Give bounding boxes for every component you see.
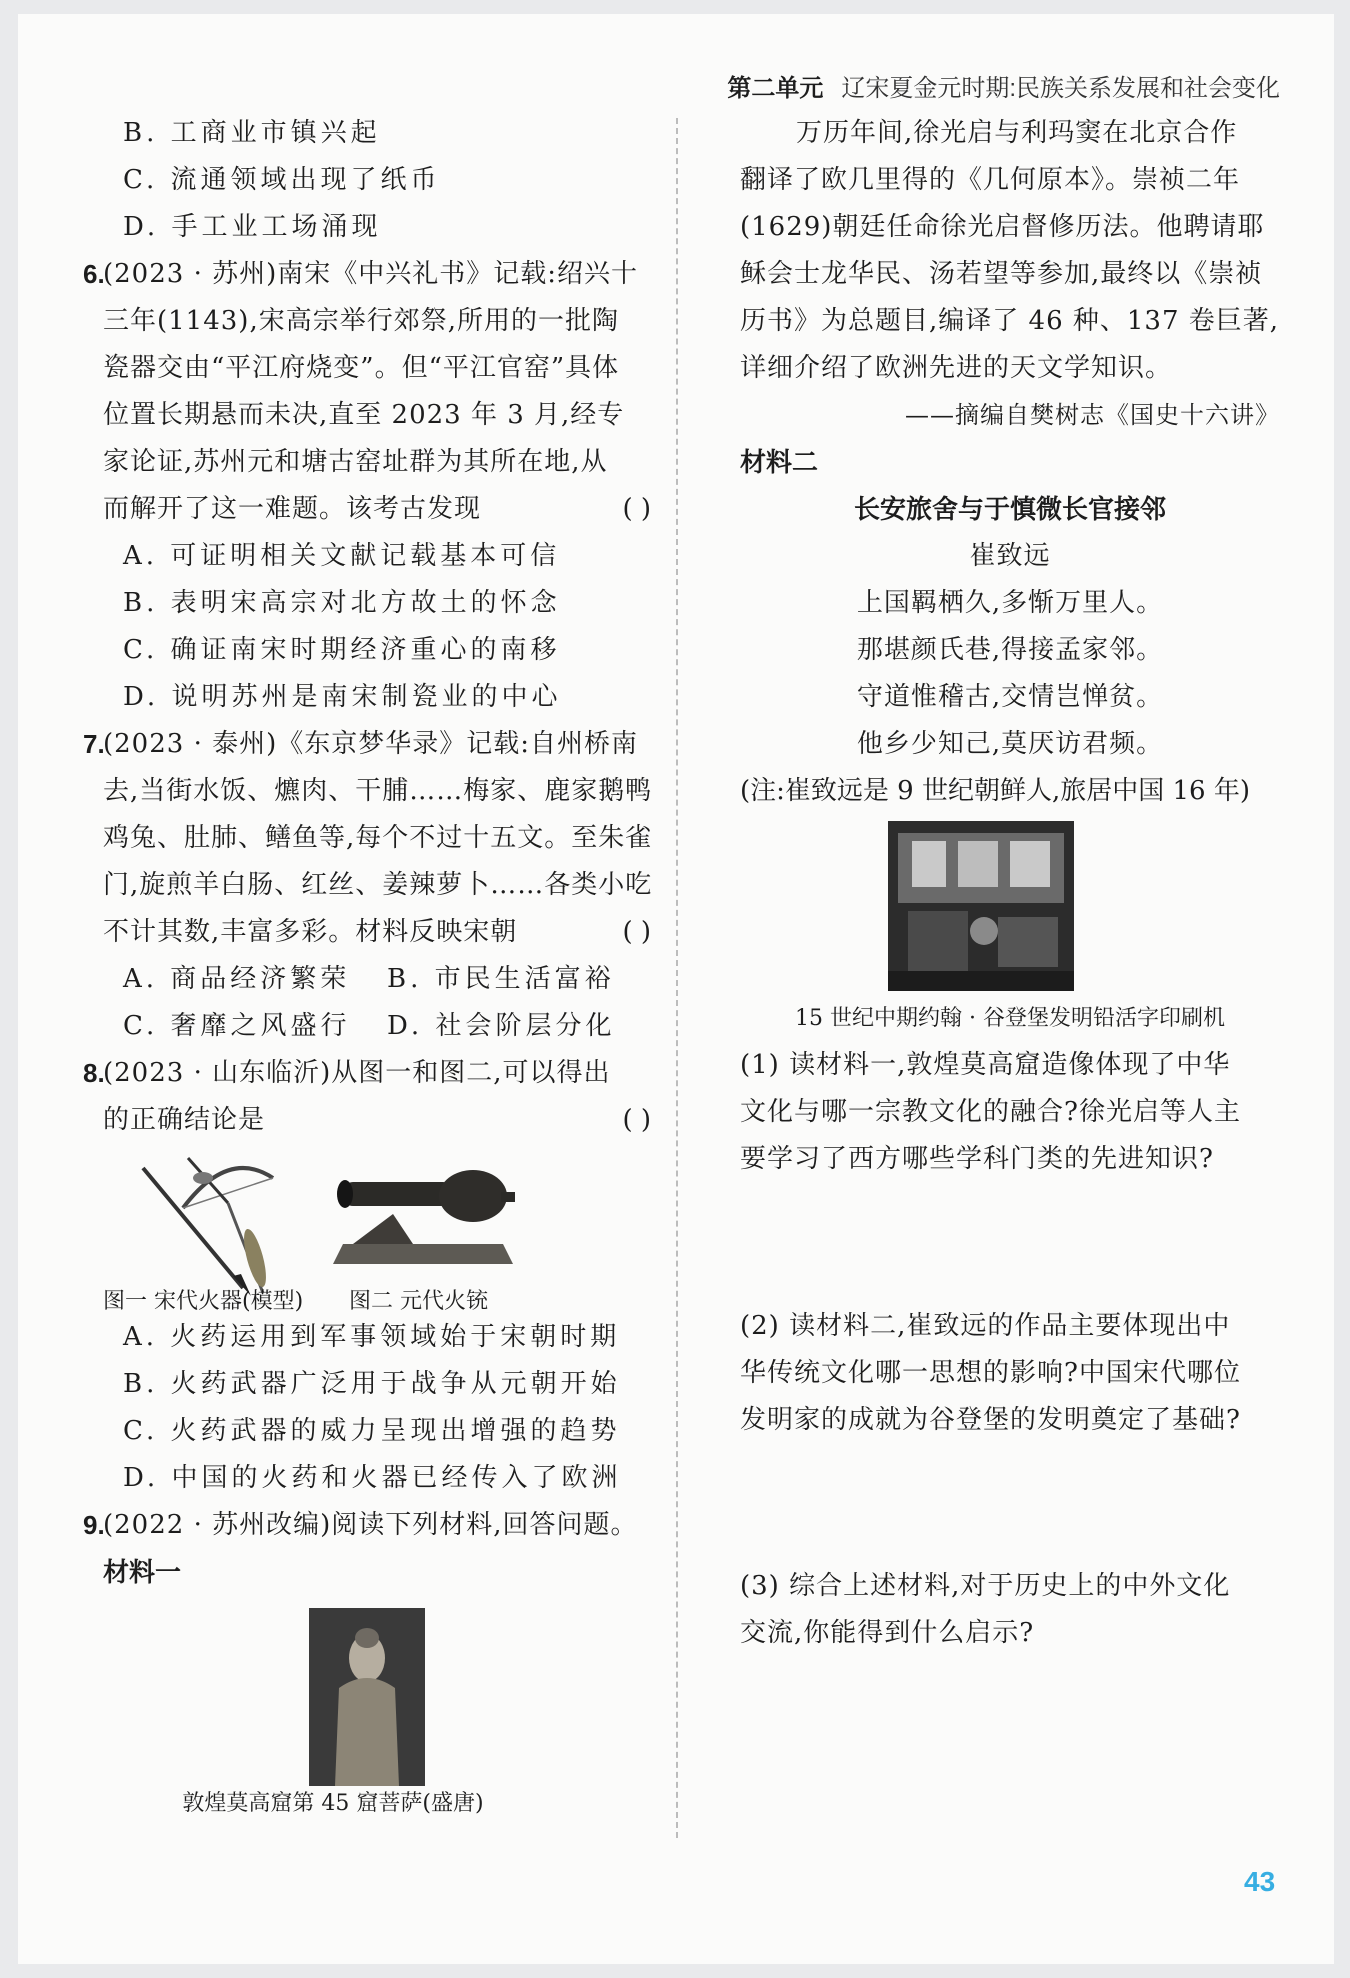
material-1-text: 历书》为总题目,编译了 46 种、137 卷巨著,	[740, 306, 1280, 336]
poem-title: 长安旅舍与于慎微长官接邻	[853, 494, 1166, 524]
sub-question-1: 文化与哪一宗教文化的融合?徐光启等人主	[740, 1097, 1241, 1127]
question-7-line: 7. (2023 · 泰州)《东京梦华录》记载:自州桥南	[103, 721, 651, 768]
bodhisattva-image	[309, 1608, 425, 1786]
bodhisattva-caption: 敦煌莫高窟第 45 窟菩萨(盛唐)	[182, 1791, 484, 1816]
option[interactable]: C. 流通领域出现了纸币	[123, 165, 441, 195]
material-1-text: 稣会士龙华民、汤若望等参加,最终以《崇祯	[740, 259, 1263, 289]
question-6-line: 三年(1143),宋高宗举行郊祭,所用的一批陶	[103, 306, 619, 336]
option[interactable]: C. 火药武器的威力呈现出增强的趋势	[123, 1416, 621, 1446]
material-1-text: 万历年间,徐光启与利玛窦在北京合作	[796, 118, 1238, 148]
material-1-text: 详细介绍了欧洲先进的天文学知识。	[740, 353, 1173, 383]
unit-label: 第二单元	[727, 75, 824, 102]
source-citation: ——摘编自樊树志《国史十六讲》	[905, 401, 1280, 429]
answer-bracket[interactable]: ( )	[622, 494, 651, 524]
yuan-cannon-image	[323, 1164, 523, 1284]
question-6-line: 瓷器交由“平江府烧变”。但“平江官窑”具体	[103, 353, 620, 383]
answer-space-3[interactable]	[740, 1657, 1280, 1857]
option[interactable]: C. 奢靡之风盛行	[123, 1011, 351, 1041]
option-row	[103, 956, 651, 1003]
question-8-line: 的正确结论是 ( )	[103, 1097, 651, 1144]
option[interactable]: A. 火药运用到军事领域始于宋朝时期	[123, 1322, 621, 1352]
sub-question-2: (2) 读材料二,崔致远的作品主要体现出中	[740, 1311, 1231, 1341]
question-9-line: 9. (2022 · 苏州改编)阅读下列材料,回答问题。	[103, 1502, 651, 1549]
printing-press-figure	[740, 815, 1280, 995]
material-2-label: 材料二	[740, 447, 819, 477]
material-1-text: (1629)朝廷任命徐光启督修历法。他聘请耶	[740, 212, 1265, 242]
sub-question-1: 要学习了西方哪些学科门类的先进知识?	[740, 1144, 1214, 1174]
right-column	[740, 110, 1280, 1857]
material-1-text: 翻译了欧几里得的《几何原本》。崇祯二年	[740, 165, 1241, 195]
poem-note: (注:崔致远是 9 世纪朝鲜人,旅居中国 16 年)	[740, 776, 1250, 806]
column-divider	[676, 118, 678, 1838]
question-6-line: 6. (2023 · 苏州)南宋《中兴礼书》记载:绍兴十	[103, 251, 651, 298]
option[interactable]: B. 市民生活富裕	[387, 964, 615, 994]
option[interactable]: D. 中国的火药和火器已经传入了欧洲	[123, 1463, 622, 1493]
option[interactable]: B. 火药武器广泛用于战争从元朝开始	[123, 1369, 621, 1399]
question-7-line: 鸡兔、肚肺、鳝鱼等,每个不过十五文。至朱雀	[103, 823, 653, 853]
question-number: 9.	[83, 1510, 105, 1540]
figure-1-caption: 图一 宋代火器(模型)	[103, 1289, 304, 1314]
option[interactable]: A. 商品经济繁荣	[123, 964, 351, 994]
unit-subtitle: 辽宋夏金元时期:民族关系发展和社会变化	[841, 75, 1280, 102]
printing-press-caption: 15 世纪中期约翰 · 谷登堡发明铅活字印刷机	[795, 1006, 1225, 1031]
option[interactable]: A. 可证明相关文献记载基本可信	[123, 541, 561, 571]
question-8-line: 8. (2023 · 山东临沂)从图一和图二,可以得出	[103, 1050, 651, 1097]
question-6-line: 家论证,苏州元和塘古窑址群为其所在地,从	[103, 447, 608, 477]
page-header	[700, 68, 1280, 100]
figures-row	[103, 1144, 651, 1314]
sub-question-1: (1) 读材料一,敦煌莫高窟造像体现了中华	[740, 1050, 1231, 1080]
question-number: 6.	[83, 259, 105, 289]
poem-author: 崔致远	[969, 541, 1051, 571]
answer-bracket[interactable]: ( )	[622, 1105, 651, 1135]
question-number: 7.	[83, 729, 105, 759]
song-firearm-image	[133, 1148, 283, 1298]
poem-line: 他乡少知己,莫厌访君频。	[856, 729, 1164, 759]
bodhisattva-figure	[103, 1596, 651, 1786]
printing-press-image	[888, 821, 1074, 991]
question-7-line: 门,旋煎羊白肠、红丝、姜辣萝卜……各类小吃	[103, 870, 653, 900]
question-number: 8.	[83, 1058, 105, 1088]
left-column	[83, 110, 653, 1817]
question-6-line: 位置长期悬而未决,直至 2023 年 3 月,经专	[103, 400, 625, 430]
sub-question-3: 交流,你能得到什么启示?	[740, 1618, 1035, 1648]
option[interactable]: B. 工商业市镇兴起	[123, 118, 381, 148]
option[interactable]: C. 确证南宋时期经济重心的南移	[123, 635, 561, 665]
answer-space-2[interactable]	[740, 1444, 1280, 1563]
page-number: 43	[1244, 1866, 1276, 1897]
sub-question-2: 华传统文化哪一思想的影响?中国宋代哪位	[740, 1358, 1241, 1388]
poem-line: 守道惟稽古,交情岂惮贫。	[856, 682, 1164, 712]
material-1-label: 材料一	[103, 1557, 182, 1587]
answer-bracket[interactable]: ( )	[622, 917, 651, 947]
question-6-line: 而解开了这一难题。该考古发现 ( )	[103, 486, 651, 533]
option[interactable]: D. 手工业工场涌现	[123, 212, 382, 242]
option-row	[103, 1003, 651, 1050]
option[interactable]: D. 说明苏州是南宋制瓷业的中心	[123, 682, 562, 712]
poem-line: 那堪颜氏巷,得接孟家邻。	[856, 635, 1164, 665]
figure-2-caption: 图二 元代火铳	[349, 1289, 488, 1314]
answer-space-1[interactable]	[740, 1183, 1280, 1303]
sub-question-3: (3) 综合上述材料,对于历史上的中外文化	[740, 1571, 1231, 1601]
option[interactable]: D. 社会阶层分化	[387, 1011, 616, 1041]
question-7-line: 不计其数,丰富多彩。材料反映宋朝 ( )	[103, 909, 651, 956]
sub-question-2: 发明家的成就为谷登堡的发明奠定了基础?	[740, 1405, 1241, 1435]
question-7-line: 去,当街水饭、爊肉、干脯……梅家、鹿家鹅鸭	[103, 776, 653, 806]
option[interactable]: B. 表明宋高宗对北方故土的怀念	[123, 588, 561, 618]
poem-line: 上国羁栖久,多惭万里人。	[856, 588, 1164, 618]
